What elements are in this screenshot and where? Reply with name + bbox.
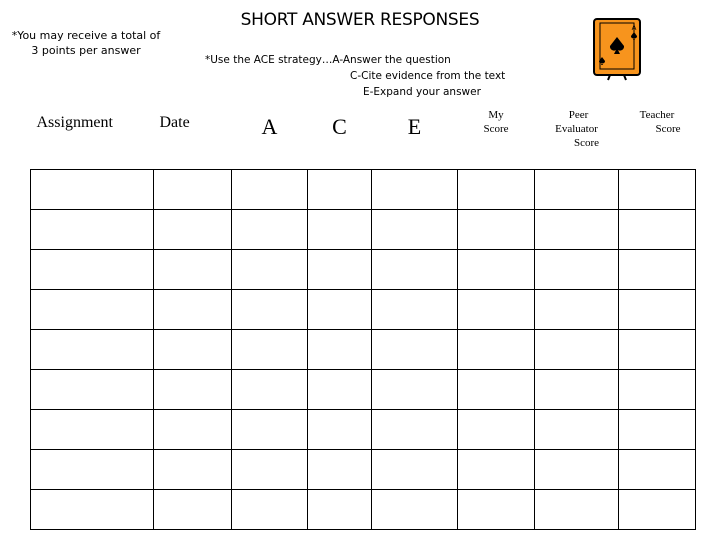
cell-peer-score[interactable] [535,210,619,250]
cell-assignment[interactable] [31,330,154,370]
cell-a[interactable] [232,170,308,210]
cell-date[interactable] [154,250,232,290]
col-a: A [261,114,278,139]
cell-peer-score[interactable] [535,490,619,530]
cell-my-score[interactable] [458,290,535,330]
cell-date[interactable] [154,410,232,450]
cell-e[interactable] [372,450,458,490]
ace-line-answer: *Use the ACE strategy…A-Answer the question [205,54,451,66]
cell-e[interactable] [372,490,458,530]
cell-date[interactable] [154,170,232,210]
cell-e[interactable] [372,330,458,370]
cell-teacher-score[interactable] [619,250,696,290]
table-row [31,450,696,490]
cell-a[interactable] [232,450,308,490]
cell-assignment[interactable] [31,170,154,210]
cell-e[interactable] [372,410,458,450]
cell-c[interactable] [308,450,372,490]
cell-assignment[interactable] [31,210,154,250]
cell-assignment[interactable] [31,290,154,330]
cell-c[interactable] [308,410,372,450]
cell-e[interactable] [372,210,458,250]
table-row [31,410,696,450]
cell-e[interactable] [372,290,458,330]
ace-line-expand: E-Expand your answer [363,86,481,98]
cell-e[interactable] [372,250,458,290]
cell-my-score[interactable] [458,250,535,290]
cell-e[interactable] [372,170,458,210]
col-my-score: My Score [483,109,509,135]
col-c: C [332,114,347,139]
col-date: Date [159,114,190,131]
cell-assignment[interactable] [31,370,154,410]
cell-teacher-score[interactable] [619,290,696,330]
cell-c[interactable] [308,290,372,330]
card-corner-letter: A [631,24,637,32]
cell-teacher-score[interactable] [619,210,696,250]
cell-my-score[interactable] [458,170,535,210]
cell-c[interactable] [308,170,372,210]
cell-a[interactable] [232,370,308,410]
cell-a[interactable] [232,250,308,290]
cell-a[interactable] [232,330,308,370]
cell-assignment[interactable] [31,490,154,530]
ace-strategy-note [205,52,545,100]
cell-date[interactable] [154,370,232,410]
cell-teacher-score[interactable] [619,170,696,210]
responses-table [30,104,696,530]
cell-a[interactable] [232,210,308,250]
cell-peer-score[interactable] [535,450,619,490]
points-note [6,28,166,58]
cell-assignment[interactable] [31,450,154,490]
points-note-line1: *You may receive a total of [11,29,161,42]
cell-a[interactable] [232,290,308,330]
col-teacher-score: Teacher Score [639,109,681,135]
cell-date[interactable] [154,450,232,490]
cell-my-score[interactable] [458,210,535,250]
cell-teacher-score[interactable] [619,370,696,410]
table-row [31,490,696,530]
spade-card-icon [592,17,642,81]
cell-assignment[interactable] [31,250,154,290]
cell-c[interactable] [308,250,372,290]
cell-peer-score[interactable] [535,330,619,370]
table-row [31,250,696,290]
cell-c[interactable] [308,370,372,410]
cell-c[interactable] [308,210,372,250]
cell-my-score[interactable] [458,450,535,490]
table-row [31,170,696,210]
table-row [31,290,696,330]
table-row [31,370,696,410]
cell-date[interactable] [154,330,232,370]
cell-teacher-score[interactable] [619,330,696,370]
cell-teacher-score[interactable] [619,450,696,490]
cell-date[interactable] [154,490,232,530]
cell-my-score[interactable] [458,370,535,410]
points-note-line2: 3 points per answer [31,44,141,57]
col-peer-score: Peer Evaluator Score [555,109,600,149]
ace-line-cite: C-Cite evidence from the text [350,70,506,82]
cell-peer-score[interactable] [535,370,619,410]
cell-c[interactable] [308,330,372,370]
cell-peer-score[interactable] [535,290,619,330]
cell-a[interactable] [232,410,308,450]
cell-e[interactable] [372,370,458,410]
cell-my-score[interactable] [458,490,535,530]
cell-peer-score[interactable] [535,410,619,450]
cell-peer-score[interactable] [535,170,619,210]
cell-c[interactable] [308,490,372,530]
col-e: E [407,114,422,139]
table-row [31,330,696,370]
cell-teacher-score[interactable] [619,490,696,530]
table-row [31,210,696,250]
cell-teacher-score[interactable] [619,410,696,450]
cell-assignment[interactable] [31,410,154,450]
cell-date[interactable] [154,290,232,330]
cell-my-score[interactable] [458,410,535,450]
cell-a[interactable] [232,490,308,530]
header-row [31,104,696,170]
cell-date[interactable] [154,210,232,250]
col-assignment: Assignment [36,114,113,131]
cell-my-score[interactable] [458,330,535,370]
cell-peer-score[interactable] [535,250,619,290]
page-title: SHORT ANSWER RESPONSES [240,10,480,30]
